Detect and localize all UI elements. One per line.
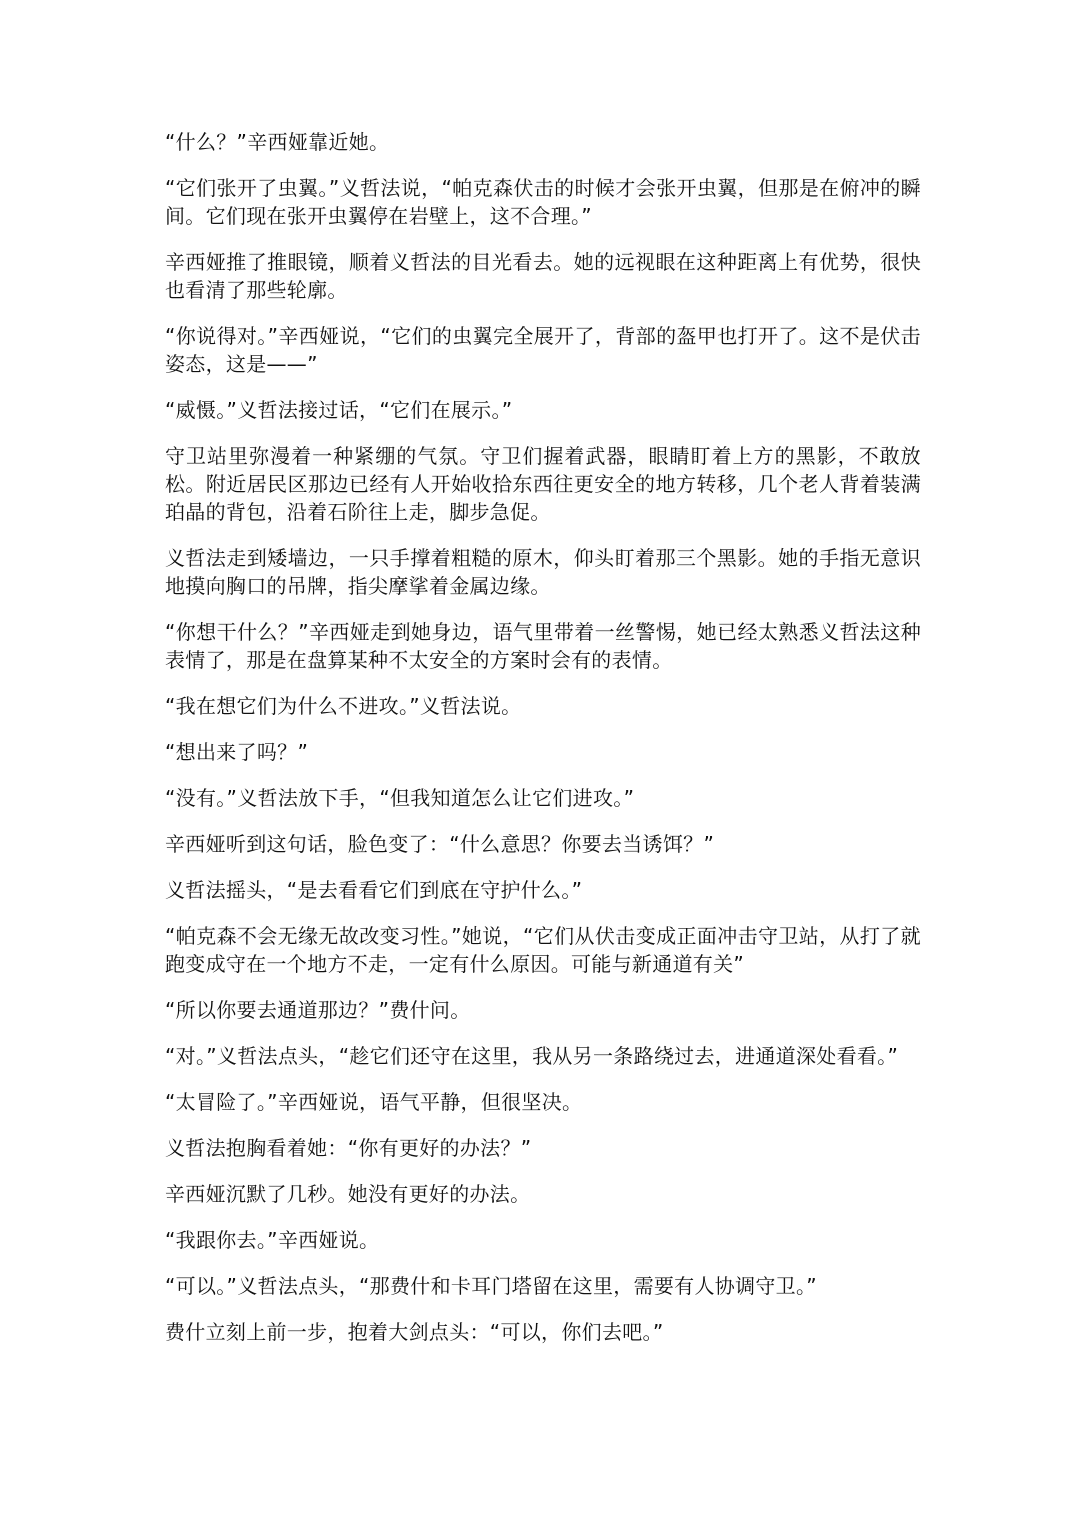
paragraph: 辛西娅沉默了几秒。她没有更好的办法。: [165, 1182, 531, 1206]
paragraph: “我跟你去。”辛西娅说。: [165, 1228, 380, 1252]
paragraph: “没有。”义哲法放下手，“但我知道怎么让它们进攻。”: [165, 786, 635, 810]
paragraph: 守卫站里弥漫着一种紧绷的气氛。守卫们握着武器，眼睛盯着上方的黑影，不敢放松。附近居民区那边已经有人开始收拾东西往更安全的地方转移，几个老人背着装满珀晶的背包，沿着石阶往上走，脚步急促。: [165, 444, 921, 524]
paragraph: “它们张开了虫翼。”义哲法说，“帕克森伏击的时候才会张开虫翼，但那是在俯冲的瞬间。它们现在张开虫翼停在岩壁上，这不合理。”: [165, 176, 921, 228]
paragraph: “我在想它们为什么不进攻。”义哲法说。: [165, 694, 522, 718]
paragraph: “你说得对。”辛西娅说，“它们的虫翼完全展开了，背部的盔甲也打开了。这不是伏击姿态，这是——”: [165, 324, 921, 376]
paragraph: “对。”义哲法点头，“趁它们还守在这里，我从另一条路绕过去，进通道深处看看。”: [165, 1044, 899, 1068]
paragraph: “威慑。”义哲法接过话，“它们在展示。”: [165, 398, 513, 422]
paragraph: “你想干什么？”辛西娅走到她身边，语气里带着一丝警惕，她已经太熟悉义哲法这种表情了，那是在盘算某种不太安全的方案时会有的表情。: [165, 620, 921, 672]
paragraph: “太冒险了。”辛西娅说，语气平静，但很坚决。: [165, 1090, 583, 1114]
paragraph: 辛西娅推了推眼镜，顺着义哲法的目光看去。她的远视眼在这种距离上有优势，很快也看清了那些轮廓。: [165, 250, 921, 302]
paragraph: “所以你要去通道那边？”费什问。: [165, 998, 471, 1022]
paragraph: “帕克森不会无缘无故改变习性。”她说，“它们从伏击变成正面冲击守卫站，从打了就跑变成守在一个地方不走，一定有什么原因。可能与新通道有关”: [165, 924, 921, 976]
paragraph: 义哲法抱胸看着她：“你有更好的办法？”: [165, 1136, 532, 1160]
document-page: [165, 128, 921, 1364]
paragraph: 费什立刻上前一步，抱着大剑点头：“可以，你们去吧。”: [165, 1320, 664, 1344]
paragraph: “可以。”义哲法点头，“那费什和卡耳门塔留在这里，需要有人协调守卫。”: [165, 1274, 817, 1298]
paragraph: “什么？”辛西娅靠近她。: [165, 130, 390, 154]
paragraph: 辛西娅听到这句话，脸色变了：“什么意思？你要去当诱饵？”: [165, 832, 715, 856]
paragraph: 义哲法摇头，“是去看看它们到底在守护什么。”: [165, 878, 583, 902]
paragraph: “想出来了吗？”: [165, 740, 309, 764]
paragraph: 义哲法走到矮墙边，一只手撑着粗糙的原木，仰头盯着那三个黑影。她的手指无意识地摸向胸口的吊牌，指尖摩挲着金属边缘。: [165, 546, 921, 598]
